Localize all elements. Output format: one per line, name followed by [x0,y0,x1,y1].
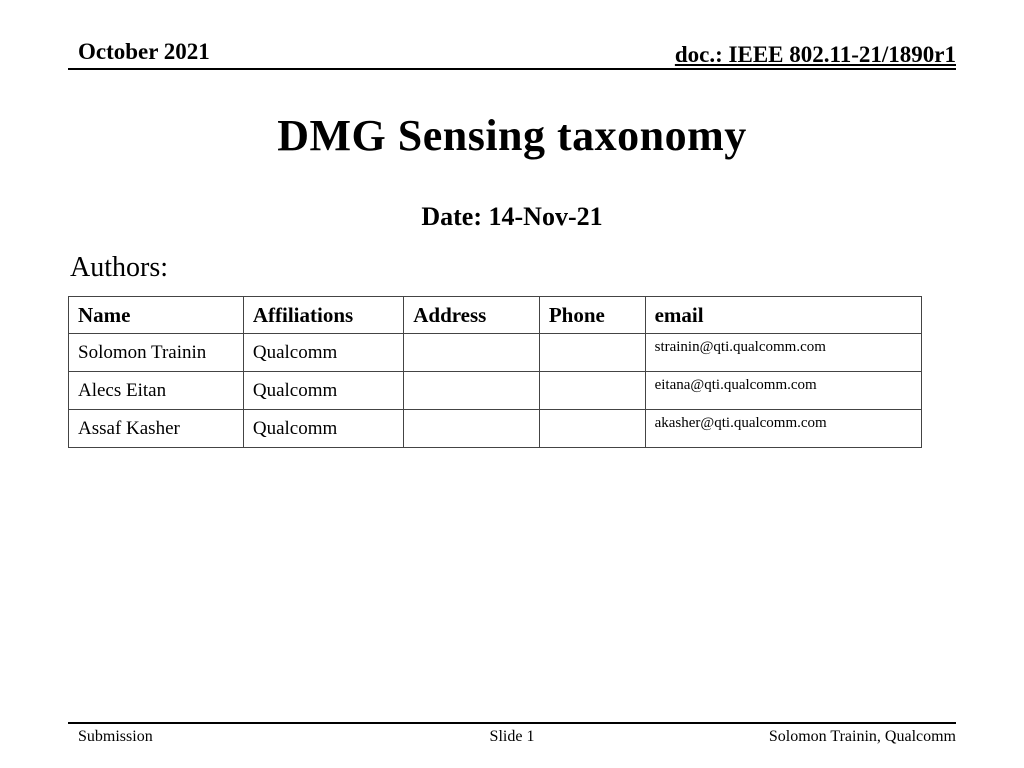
column-header-email: email [645,297,921,334]
slide-title: DMG Sensing taxonomy [277,111,747,160]
author-email: akasher@qti.qualcomm.com [645,410,921,448]
author-affiliation: Qualcomm [243,334,403,372]
table-header-row [69,297,922,334]
author-name: Assaf Kasher [69,410,244,448]
footer-slide-number: Slide 1 [489,728,535,745]
authors-table [68,296,922,448]
table-row [69,334,922,372]
column-header-phone: Phone [539,297,645,334]
author-phone [539,410,645,448]
header-doc-number: doc.: IEEE 802.11-21/1890r1 [674,42,956,67]
author-affiliation: Qualcomm [243,410,403,448]
author-name: Alecs Eitan [69,372,244,410]
column-header-name: Name [69,297,244,334]
author-address [404,334,540,372]
author-email: strainin@qti.qualcomm.com [645,334,921,372]
table-row [69,372,922,410]
author-affiliation: Qualcomm [243,372,403,410]
footer-rule [68,722,956,724]
date-line: Date: 14-Nov-21 [421,202,603,231]
table-row [69,410,922,448]
column-header-affiliations: Affiliations [243,297,403,334]
header-month-year: October 2021 [78,39,210,64]
authors-label: Authors: [70,252,168,283]
author-phone [539,334,645,372]
author-phone [539,372,645,410]
footer-author-credit: Solomon Trainin, Qualcomm [768,728,956,745]
author-name: Solomon Trainin [69,334,244,372]
footer-submission-label: Submission [78,728,153,745]
column-header-address: Address [404,297,540,334]
author-address [404,372,540,410]
header-rule [68,68,956,70]
author-email: eitana@qti.qualcomm.com [645,372,921,410]
author-address [404,410,540,448]
